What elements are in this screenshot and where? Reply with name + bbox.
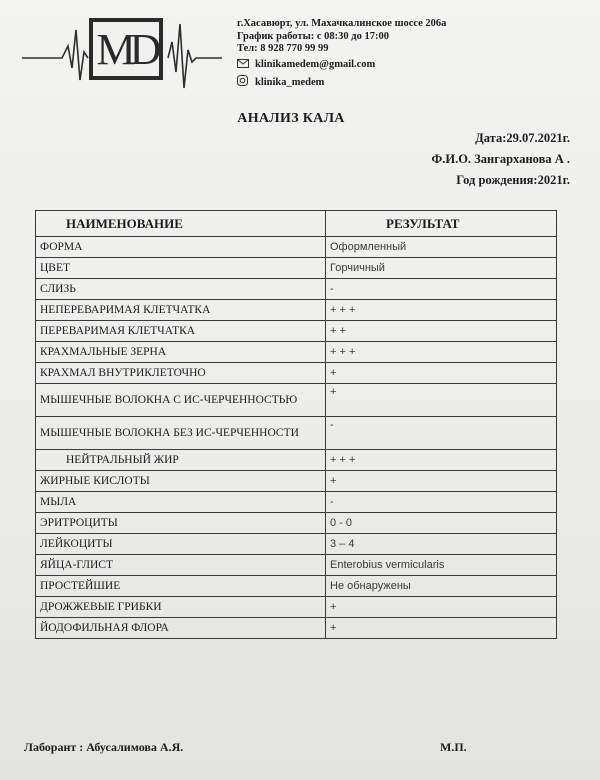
row-name: ПРОСТЕЙШИЕ <box>36 576 326 597</box>
row-value: 3 – 4 <box>326 534 557 555</box>
stamp-place: М.П. <box>440 740 467 754</box>
patient-name: Ф.И.О. Зангарханова А . <box>431 152 570 166</box>
analysis-date: Дата:29.07.2021г. <box>475 131 570 145</box>
table-row <box>36 576 557 597</box>
row-name: ЙОДОФИЛЬНАЯ ФЛОРА <box>36 618 326 639</box>
clinic-email: klinikamedem@gmail.com <box>255 59 376 70</box>
row-value: Оформленный <box>326 237 557 258</box>
lab-assistant-signature: Лаборант : Абусалимова А.Я. <box>24 740 184 754</box>
row-name: МЫШЕЧНЫЕ ВОЛОКНА С ИС-ЧЕРЧЕННОСТЬЮ <box>36 384 326 417</box>
row-value: + <box>326 384 557 417</box>
clinic-instagram: klinika_medem <box>255 76 325 88</box>
clinic-logo <box>89 18 163 80</box>
row-name: ПЕРЕВАРИМАЯ КЛЕТЧАТКА <box>36 321 326 342</box>
table-row <box>36 618 557 639</box>
table-row <box>36 237 557 258</box>
table-row <box>36 363 557 384</box>
row-name: МЫЛА <box>36 492 326 513</box>
table-row <box>36 471 557 492</box>
row-value: - <box>326 279 557 300</box>
row-name: НЕПЕРЕВАРИМАЯ КЛЕТЧАТКА <box>36 300 326 321</box>
table-row <box>36 597 557 618</box>
row-name: ЛЕЙКОЦИТЫ <box>36 534 326 555</box>
clinic-schedule: График работы: с 08:30 до 17:00 <box>237 30 389 42</box>
table-row <box>36 555 557 576</box>
row-name: СЛИЗЬ <box>36 279 326 300</box>
table-header-row <box>36 211 557 237</box>
table-row <box>36 321 557 342</box>
row-value: Enterobius vermicularis <box>326 555 557 576</box>
clinic-email-row <box>237 59 446 73</box>
row-value: + <box>326 597 557 618</box>
clinic-instagram-row <box>237 75 446 91</box>
row-name: ЭРИТРОЦИТЫ <box>36 513 326 534</box>
instagram-icon <box>237 75 255 91</box>
row-value: - <box>326 417 557 450</box>
row-value: + + <box>326 321 557 342</box>
table-row <box>36 534 557 555</box>
clinic-contacts <box>237 18 446 91</box>
row-value: + <box>326 363 557 384</box>
row-value: + <box>326 471 557 492</box>
row-name: КРАХМАЛЬНЫЕ ЗЕРНА <box>36 342 326 363</box>
clinic-phone: Тел: 8 928 770 99 99 <box>237 43 329 54</box>
mail-icon <box>237 59 255 73</box>
row-name: КРАХМАЛ ВНУТРИКЛЕТОЧНО <box>36 363 326 384</box>
row-value: + + + <box>326 450 557 471</box>
column-header-result: РЕЗУЛЬТАТ <box>326 211 557 237</box>
row-name: ЖИРНЫЕ КИСЛОТЫ <box>36 471 326 492</box>
document-title: АНАЛИЗ КАЛА <box>237 111 345 126</box>
row-value: 0 - 0 <box>326 513 557 534</box>
clinic-address: г.Хасавюрт, ул. Махачкалинское шоссе 206а <box>237 18 447 29</box>
row-name: НЕЙТРАЛЬНЫЙ ЖИР <box>36 450 326 471</box>
row-value: + <box>326 618 557 639</box>
row-value: Горчичный <box>326 258 557 279</box>
logo-text: MD <box>96 25 156 74</box>
row-name: ЦВЕТ <box>36 258 326 279</box>
results-table <box>35 210 557 639</box>
row-value: Не обнаружены <box>326 576 557 597</box>
row-name: МЫШЕЧНЫЕ ВОЛОКНА БЕЗ ИС-ЧЕРЧЕННОСТИ <box>36 417 326 450</box>
table-row <box>36 300 557 321</box>
table-row <box>36 417 557 450</box>
row-value: + + + <box>326 342 557 363</box>
table-row <box>36 279 557 300</box>
row-name: ДРОЖЖЕВЫЕ ГРИБКИ <box>36 597 326 618</box>
row-name: ФОРМА <box>36 237 326 258</box>
table-row <box>36 258 557 279</box>
table-row <box>36 492 557 513</box>
row-name: ЯЙЦА-ГЛИСТ <box>36 555 326 576</box>
table-row <box>36 342 557 363</box>
table-row <box>36 513 557 534</box>
table-row <box>36 384 557 417</box>
patient-birth-year: Год рождения:2021г. <box>456 173 570 187</box>
table-row <box>36 450 557 471</box>
row-value: - <box>326 492 557 513</box>
row-value: + + + <box>326 300 557 321</box>
column-header-name: НАИМЕНОВАНИЕ <box>36 211 326 237</box>
